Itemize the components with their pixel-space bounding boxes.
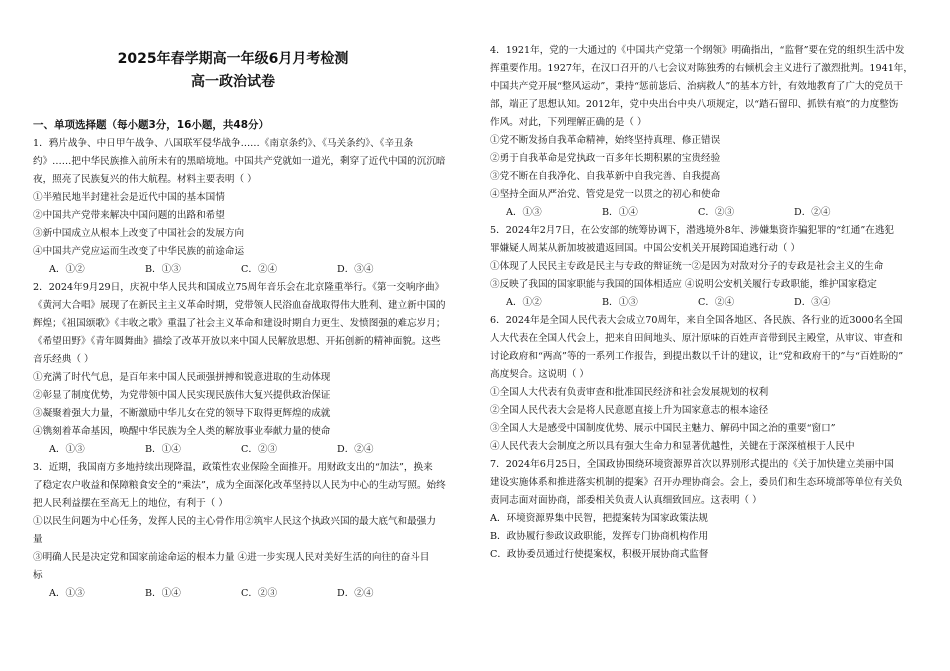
question-block [33,135,465,603]
question-line: 4．1921年，党的一大通过的《中国共产党第一个纲领》明确指出，“监督”要在党的组织生活中发 [490,45,905,56]
question-line: 中国共产党开展“整风运动”，秉持“惩前毖后、治病救人”的基本方针，有效地教育了广大的党员干 [490,81,903,92]
question-line: ④镌刻着革命基因，唤醒中华民族为全人类的解放事业奉献力量的使命 [33,426,331,437]
question-line: ①党不断发扬自我革命精神，始终坚持真理、修正错误 [490,135,721,146]
answer-option: C．②③ [241,444,278,455]
answer-options [490,294,922,312]
question-line: 夜，照亮了民族复兴的伟大航程。材料主要表明（ ） [33,174,257,185]
answer-options [33,261,465,279]
question-line: ②全国人民代表大会是将人民意愿直接上升为国家意志的根本途径 [490,405,769,416]
question-line: 7．2024年6月25日，全国政协围绕环境资源界首次以界别形式提出的《关于加快建立美丽中国 [490,459,894,470]
question-line: 《希望田野》《青年圆舞曲》描绘了改革开放以来中国人民解放思想、开拓创新的精神面貌。这些 [33,336,441,347]
answer-option: A．①③ [49,588,85,599]
question-line: 挥重要作用。1927年，在汉口召开的八七会议对陈独秀的右倾机会主义进行了激烈批判。1941年， [490,63,913,74]
question-block [490,42,922,564]
question [33,459,465,603]
question-line: ①全国人大代表有负责审查和批准国民经济和社会发展规划的权利 [490,387,769,398]
question [490,42,922,222]
question-line: 辉煌；《祖国颂歌》《丰收之歌》重温了社会主义革命和建设时期自力更生、发愤图强的难忘岁月； [33,318,446,329]
question-line: ③反映了我国的国家职能与我国的国体相适应 ④说明公安机关履行专政职能，维护国家稳定 [490,279,877,290]
question-line: 标 [33,570,43,581]
question-line: ①体现了人民民主专政是民主与专政的辩证统一②是因为对敌对分子的专政是社会主义的生命 [490,261,884,272]
answer-option: D．②④ [794,207,831,218]
answer-option: B．①③ [602,297,638,308]
question-line: 高度契合。这说明（ ） [490,369,589,380]
question-line: 音乐经典（ ） [33,354,94,365]
question-line: 作风。对此，下列理解正确的是（ ） [490,117,647,128]
question-line: 罪嫌疑人周某从新加坡被遣返回国。中国公安机关开展跨国追逃行动（ ） [490,243,801,254]
question-line: 约》……把中华民族推入前所未有的黑暗境地。中国共产党就如一道光，剩穿了近代中国的沉沉暗 [33,156,446,167]
question-line: 2．2024年9月29日，庆祝中华人民共和国成立75周年音乐会在北京隆重举行。《第一交响序曲》 [33,282,445,293]
answer-option: B．①③ [145,264,181,275]
question-line: 了稳定农户收益和保障粮食安全的“乘法”，成为全面深化改革坚持以人民为中心的生动写照。始终 [33,480,446,491]
question-line: 部，端正了思想认知。2012年，党中央出台中央八项规定，以“踏石留印、抓铁有痕”的力度整饬 [490,99,899,110]
question-line: ②彰显了制度优势，为党带领中国人民实现民族伟大复兴提供政治保证 [33,390,331,401]
question-line: 讨论政府和“两高”等的一系列工作报告，到提出数以千计的建议，让“党和政府干的”与“百姓盼的” [490,351,904,362]
question-line: 把人民利益摆在至高无上的地位，有利于（ ） [33,498,228,509]
question-line: ④中国共产党应运而生改变了中华民族的前途命运 [33,246,245,257]
answer-option: A．①③ [49,444,85,455]
question-line: 责同志面对面协商，部委相关负责人认真细致回应。这表明（ ） [490,495,762,506]
question-line: ③全国人大是感受中国制度优势、展示中国民主魅力、解码中国之治的重要“窗口” [490,423,836,434]
question-line: 6．2024年是全国人民代表大会成立70周年，来自全国各地区、各民族、各行业的近3000名全国 [490,315,903,326]
question-line: ①以民生问题为中心任务，发挥人民的主心骨作用②筑牢人民这个执政兴国的最大底气和最强力 [33,516,436,527]
question-line: B．政协履行参政议政职能，发挥专门协商机构作用 [490,531,709,542]
question-line: ④坚持全面从严治党、管党是党一以贯之的初心和使命 [490,189,721,200]
answer-option: A．①② [49,264,85,275]
question-line: 3．近期，我国南方多地持续出现降温，政策性农业保险全面推开。用财政支出的“加法”，换来 [33,462,433,473]
question-line: ①半殖民地半封建社会是近代中国的基本国情 [33,192,225,203]
question-line: C．政协委员通过行使提案权，积极开展协商式监督 [490,549,709,560]
question-line: ②勇于自我革命是党执政一百多年长期积累的宝贵经验 [490,153,721,164]
question [490,312,922,456]
question-line: ④人民代表大会制度之所以具有强大生命力和显著优越性，关键在于深深植根于人民中 [490,441,855,452]
answer-option: D．③④ [794,297,831,308]
question-line: 人大代表在全国人代会上，把来自田间地头、原汁原味的百姓声音带到民主殿堂，从审议、审查和 [490,333,903,344]
answer-option: B．①④ [145,444,181,455]
question-line: ②中国共产党带来解决中国问题的出路和希望 [33,210,225,221]
question-line: 量 [33,534,43,545]
question [33,135,465,279]
section-heading: 一、单项选择题（每小题3分，16小题，共48分） [33,119,270,131]
question-line: 5．2024年2月7日，在公安部的统筹协调下，潜逃境外8年、涉嫌集资诈骗犯罪的“红通”在逃犯 [490,225,895,236]
answer-option: A．①③ [506,207,542,218]
question-line: ①充满了时代气息，是百年来中国人民顽强拼搏和锐意进取的生动体现 [33,372,331,383]
question-line: 1．鸦片战争、中日甲午战争、八国联军侵华战争……《南京条约》、《马关条约》、《辛丑条 [33,138,414,149]
answer-option: C．②④ [241,264,278,275]
answer-option: B．①④ [145,588,181,599]
answer-options [33,441,465,459]
answer-option: D．②④ [337,444,374,455]
answer-option: C．②③ [698,207,735,218]
answer-options [33,585,465,603]
page-subtitle: 高一政治试卷 [191,74,275,90]
question-line: ③凝聚着强大力量，不断激励中华儿女在党的领导下取得更辉煌的成就 [33,408,331,419]
question-line: A．环境资源界集中民智，把提案转为国家政策法规 [490,513,708,524]
question-line: ③明确人民是决定党和国家前途命运的根本力量 ④进一步实现人民对美好生活的向往的奋斗目 [33,552,430,563]
answer-option: D．③④ [337,264,374,275]
question [33,279,465,459]
answer-option: C．②④ [698,297,735,308]
answer-options [490,204,922,222]
answer-option: B．①④ [602,207,638,218]
question-line: ③党不断在自我净化、自我革新中自我完善、自我提高 [490,171,721,182]
question [490,456,922,564]
question-line: 《黄河大合唱》展现了在新民主主义革命时期，党带领人民浴血奋战取得伟大胜利、建立新中国的 [33,300,446,311]
question-line: 建设实施体系和推进落实机制的提案》召开办理协商会。会上，委员们和生态环境部等单位有关负 [490,477,903,488]
page-title: 2025年春学期高一年级6月月考检测 [117,51,349,67]
answer-option: D．②④ [337,588,374,599]
question-line: ③新中国成立从根本上改变了中国社会的发展方向 [33,228,245,239]
answer-option: A．①② [506,297,542,308]
answer-option: C．②③ [241,588,278,599]
question [490,222,922,312]
